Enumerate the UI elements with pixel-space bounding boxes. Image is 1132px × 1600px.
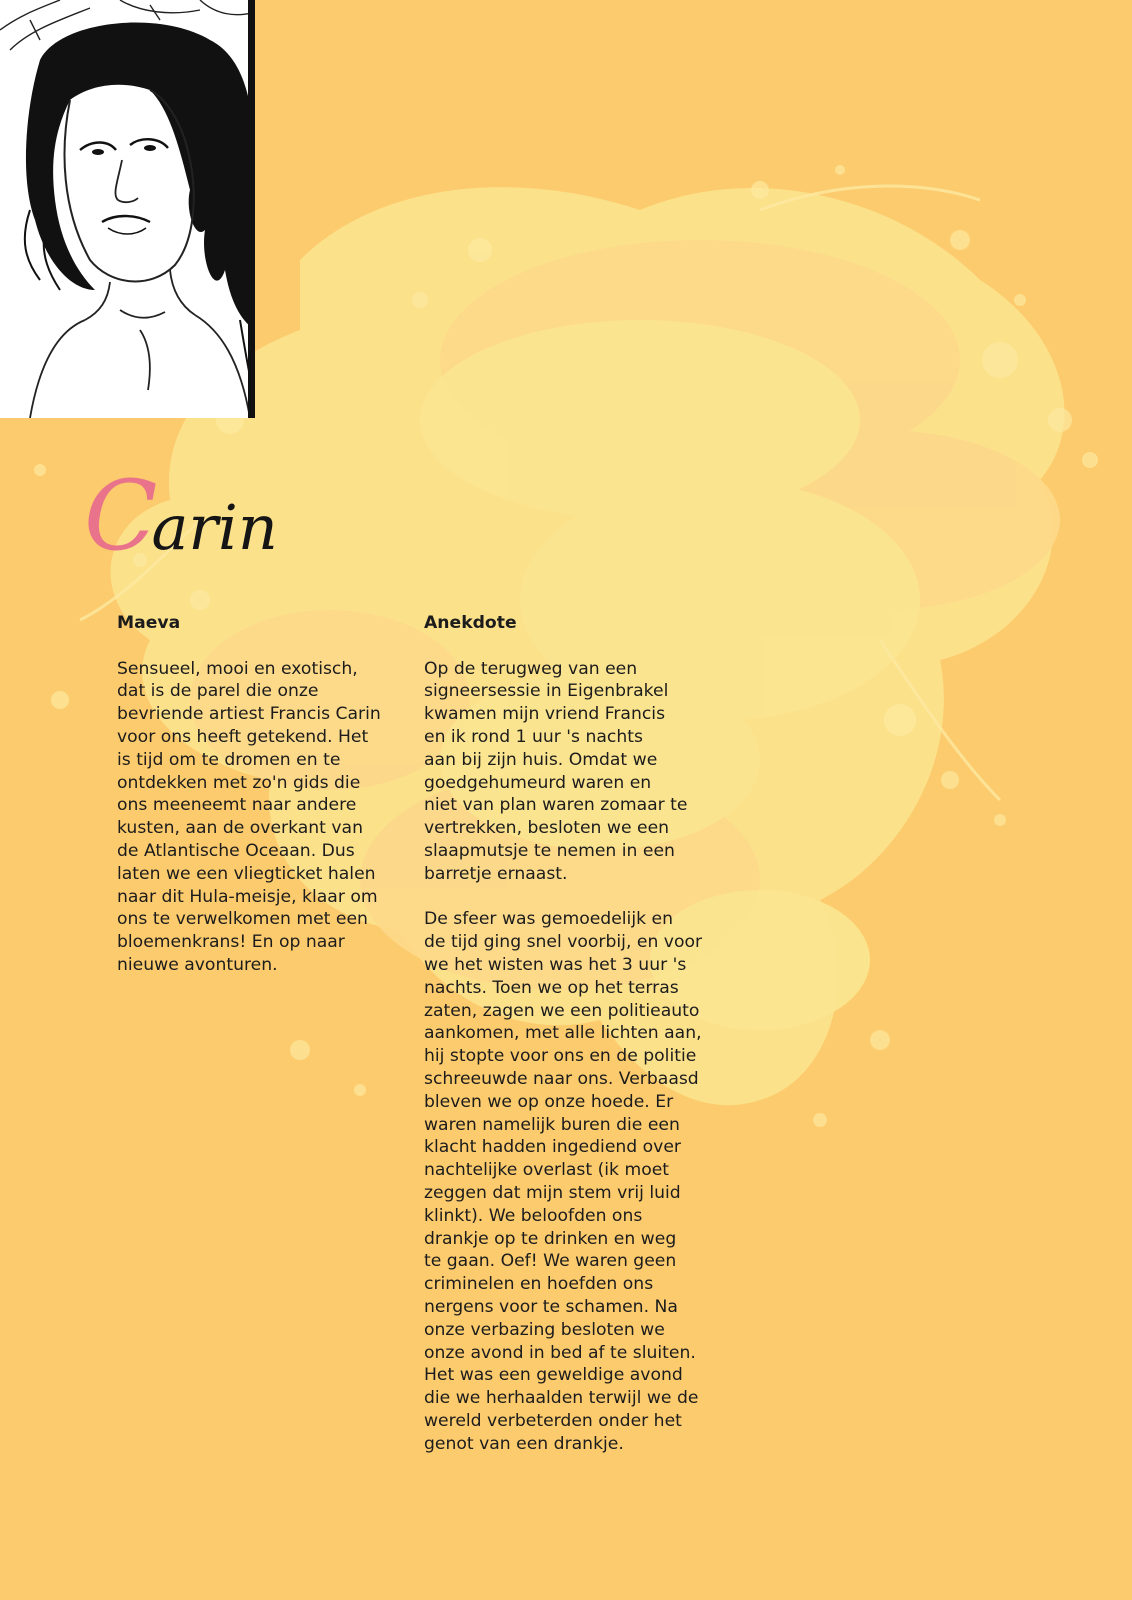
portrait-illustration — [0, 0, 255, 418]
right-column-heading: Anekdote — [424, 613, 517, 633]
portrait-illustration-icon — [0, 0, 255, 418]
title-initial: C — [84, 460, 158, 572]
left-column-paragraph: Sensueel, mooi en exotisch, dat is de parel die onze bevriende artiest Francis Carin voor ons heeft getekend. Het is tijd om te dromen en te ontdekken met zo'n gids die ons meeneemt naar andere kusten, aan de overkant van de Atlantische Oceaan. Dus laten we een vliegticket halen naar dit Hula-meisje, klaar om ons te verwelkomen met een bloemenkrans! En op naar nieuwe avonturen. — [117, 658, 381, 975]
title-rest: arin — [151, 491, 278, 564]
page-title — [84, 460, 278, 578]
left-column — [117, 612, 387, 1000]
right-column-paragraph: Op de terugweg van een signeersessie in Eigenbrakel kwamen mijn vriend Francis en ik rond 1 uur 's nachts aan bij zijn huis. Omdat we goedgehumeurd waren en niet van plan waren zomaar te vertrekken, besloten we een slaapmutsje te nemen in een barretje ernaast. — [424, 658, 688, 884]
left-column-heading: Maeva — [117, 613, 181, 633]
right-column-paragraph: De sfeer was gemoedelijk en de tijd ging snel voorbij, en voor we het wisten was het 3 uur 's nachts. Toen we op het terras zaten, zagen we een politieauto aankomen, met alle lichten aan, hij stopte voor ons en de politie schreeuwde naar ons. Verbaasd bleven we op onze hoede. Er waren namelijk buren die een klacht hadden ingediend over nachtelijke overlast (ik moet zeggen dat mijn stem vrij luid klinkt). We beloofden ons drankje op te drinken en weg te gaan. Oef! We waren geen criminelen en hoefden ons nergens voor te schamen. Na onze verbazing besloten we onze avond in bed af te sluiten. Het was een geweldige avond die we herhaalden terwijl we de wereld verbeterden onder het genot van een drankje. — [424, 909, 703, 1454]
right-column — [424, 612, 714, 1478]
